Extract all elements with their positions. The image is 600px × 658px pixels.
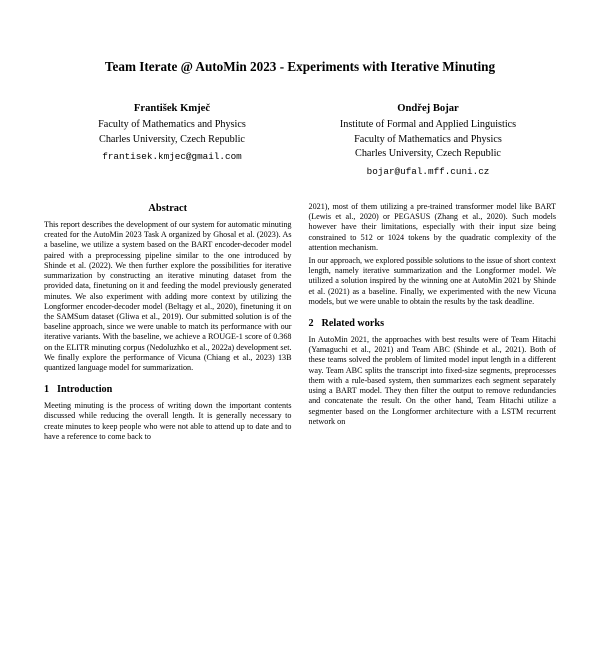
section-1-paragraph-1: Meeting minuting is the process of writing down the important contents discussed while reducing the overall length. It is generally necessary to create minutes to keep people who were not able to attend up to date and to have a reference to come back to — [44, 401, 292, 441]
author-2-affiliation-line2: Faculty of Mathematics and Physics — [354, 133, 502, 145]
left-column — [44, 202, 292, 442]
section-1-title: Introduction — [57, 384, 113, 396]
author-2 — [300, 101, 556, 178]
section-heading-related-works — [309, 318, 557, 331]
page-title: Team Iterate @ AutoMin 2023 - Experiments with Iterative Minuting — [104, 59, 496, 74]
abstract-text: This report describes the development of our system for automatic minuting created for the AutoMin 2023 Task A organized by Ghosal et al. (2023). As a baseline, we utilize a system based on the BART encoder-decoder model paired with a preprocessing pipeline similar to the one introduced by Shinde et al. (2022). We then further explore the possibilities for iterative summarization by constructing an iterative minuting dataset from the provided data, finetuning on it and feeding the model previously generated minutes. We also experiment with adding more context by utilizing the Longformer encoder-decoder model (Beltagy et al., 2020), finetuning it on the SAMSum dataset (Gliwa et al., 2019). Our submitted solution is of the baseline approach, since we were unable to match its performance with our iterative variants. With the baseline, we achieve a ROUGE-1 score of 0.368 on the ELITR minuting corpus (Nedoluzhko et al., 2022a) development set. We finally explore the performance of Vicuna (Chiang et al., 2023) 13B quantized language model for summarization. — [44, 219, 292, 373]
body-columns — [44, 202, 556, 442]
author-1-affiliation-line1: Faculty of Mathematics and Physics — [98, 119, 246, 131]
author-2-email: bojar@ufal.mff.cuni.cz — [366, 165, 490, 177]
right-column-paragraph-2: In our approach, we explored possible solutions to the issue of short context length, namely iterative summarization and the Longformer model. We utilized a solution inspired by the winning one at AutoMin 2021 by Shinde et al. (2021) as a baseline. Finally, we experimented with the new Vicuna models, but we were unable to obtain the results by the task deadline. — [308, 256, 556, 306]
author-1 — [44, 101, 300, 178]
author-2-name: Ondřej Bojar — [397, 103, 459, 115]
author-1-name: František Kmječ — [133, 103, 211, 115]
right-column — [309, 202, 557, 442]
section-2-paragraph-1: In AutoMin 2021, the approaches with best results were of Team Hitachi (Yamaguchi et al., 2021) and Team ABC (Shinde et al., 2021). Both of these teams solved the problem of limited model input length in a different way. Team ABC splits the transcript into fixed-size segments, preprocesses them with a rule-based system, then summarizes each segment separately using a BART model. They then filter the output to remove redundancies and concatenate the result. On the other hand, Team Hitachi utilize a segmenter based on the Longformer architecture with a LSTM recurrent network on — [308, 334, 556, 426]
author-2-affiliation-line1: Institute of Formal and Applied Linguistics — [339, 119, 517, 131]
section-heading-introduction — [44, 384, 292, 397]
section-2-title: Related works — [321, 318, 385, 330]
section-1-number: 1 — [44, 384, 50, 396]
author-2-affiliation-line3: Charles University, Czech Republic — [355, 148, 501, 160]
section-2-number: 2 — [308, 318, 314, 330]
author-1-email: frantisek.kmjec@gmail.com — [102, 151, 242, 163]
author-block — [44, 101, 556, 178]
author-1-affiliation-line2: Charles University, Czech Republic — [99, 133, 245, 145]
abstract-heading: Abstract — [148, 202, 188, 214]
paper-page — [0, 58, 600, 658]
right-column-paragraph-1: 2021), most of them utilizing a pre-trained transformer model like BART (Lewis et al., 2020) or PEGASUS (Zhang et al., 2020). Such models however have their limitations, especially with their input size being constrained to 512 or 1024 tokens by the quadratic complexity of the attention mechanism. — [308, 201, 556, 252]
